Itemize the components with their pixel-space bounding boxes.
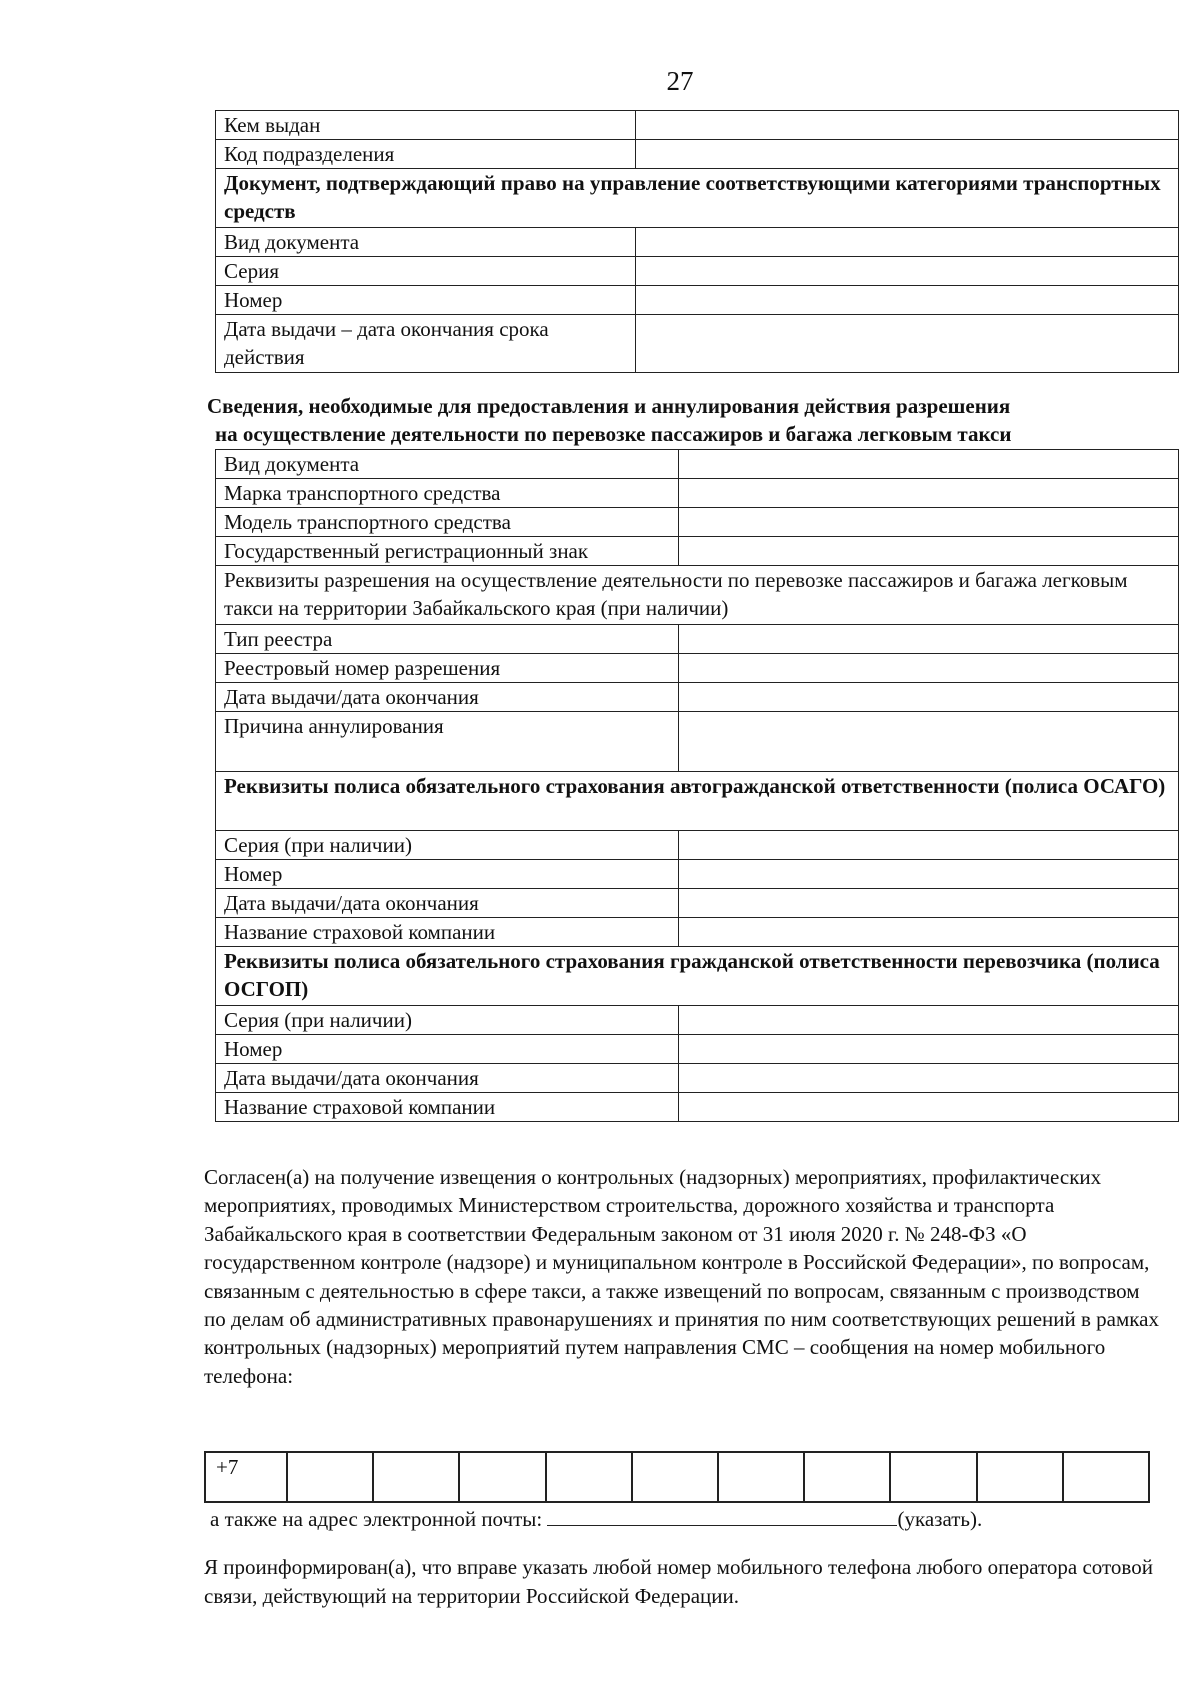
table-row: [216, 889, 1179, 918]
field-value-cell[interactable]: [679, 479, 1179, 508]
field-label: Номер: [216, 860, 679, 889]
table-row: [216, 918, 1179, 947]
field-label: Вид документа: [216, 228, 636, 257]
page-number: 27: [666, 66, 694, 96]
email-blank-field[interactable]: [547, 1505, 897, 1526]
field-value-cell[interactable]: [679, 1093, 1179, 1122]
field-label: Дата выдачи/дата окончания: [216, 1064, 679, 1093]
table-row: [216, 228, 1179, 257]
phone-prefix: +7: [205, 1452, 287, 1502]
field-value-cell[interactable]: [679, 860, 1179, 889]
table-row: [216, 257, 1179, 286]
phone-digit-cell[interactable]: [632, 1452, 718, 1502]
field-value-cell[interactable]: [679, 1064, 1179, 1093]
email-hint: (указать).: [897, 1507, 983, 1531]
permit-requisites-heading: Реквизиты разрешения на осуществление деятельности по перевозке пассажиров и багажа легковым такси на территории Забайкальского края (при наличии): [216, 566, 1179, 625]
field-label: Модель транспортного средства: [216, 508, 679, 537]
field-value-cell[interactable]: [679, 1006, 1179, 1035]
table-row: [216, 286, 1179, 315]
phone-digit-cell[interactable]: [890, 1452, 976, 1502]
table-row: [216, 654, 1179, 683]
table-row: [216, 712, 1179, 772]
license-heading: Документ, подтверждающий право на управление соответствующими категориями транспортных средств: [216, 169, 1179, 228]
email-label: а также на адрес электронной почты:: [210, 1507, 543, 1531]
field-label: Название страховой компании: [216, 1093, 679, 1122]
table-row: [216, 860, 1179, 889]
phone-digit-cell[interactable]: [373, 1452, 459, 1502]
field-label: Тип реестра: [216, 625, 679, 654]
table-row: [216, 315, 1179, 373]
field-value-cell[interactable]: [679, 831, 1179, 860]
field-label: Серия (при наличии): [216, 831, 679, 860]
table-row: [216, 450, 1179, 479]
osgop-heading: Реквизиты полиса обязательного страхования гражданской ответственности перевозчика (полиса ОСГОП): [216, 947, 1179, 1006]
field-value-cell[interactable]: [636, 111, 1179, 140]
table-row: [216, 1006, 1179, 1035]
phone-digit-cell[interactable]: [718, 1452, 804, 1502]
field-label: Дата выдачи/дата окончания: [216, 683, 679, 712]
consent-paragraph: Согласен(а) на получение извещения о контрольных (надзорных) мероприятиях, профилактических мероприятиях, проводимых Министерством строительства, дорожного хозяйства и транспорта Забайкальского края в соответствии Федеральным законом от 31 июля 2020 г. № 248-ФЗ «О государственном контроле (надзоре) и муниципальном контроле в Российской Федерации», по вопросам, связанным с деятельностью в сфере такси, а также извещений по вопросам, связанным с производством по делам об административных правонарушениях и принятия по ним соответствующих решений в рамках контрольных (надзорных) мероприятий путем направления СМС – сообщения на номер мобильного телефона:: [204, 1165, 1159, 1388]
table-row: [216, 1064, 1179, 1093]
permit-heading: [207, 392, 1187, 448]
field-value-cell[interactable]: [679, 918, 1179, 947]
field-value-cell[interactable]: [679, 683, 1179, 712]
phone-digit-cell[interactable]: [804, 1452, 890, 1502]
field-value-cell[interactable]: [679, 654, 1179, 683]
field-value-cell[interactable]: [636, 257, 1179, 286]
table-row: [216, 1093, 1179, 1122]
section-heading-row: [216, 566, 1179, 625]
section-heading-row: [216, 169, 1179, 228]
table-row: [216, 479, 1179, 508]
field-label: Кем выдан: [216, 111, 636, 140]
phone-digit-cell[interactable]: [287, 1452, 373, 1502]
phone-digit-cell[interactable]: [546, 1452, 632, 1502]
field-label: Дата выдачи – дата окончания срока действия: [216, 315, 636, 373]
table-row: [216, 508, 1179, 537]
phone-number-grid: [204, 1451, 1150, 1503]
permit-insurance-table: [215, 449, 1179, 1122]
field-value-cell[interactable]: [679, 889, 1179, 918]
field-label: Причина аннулирования: [216, 712, 679, 772]
field-value-cell[interactable]: [679, 508, 1179, 537]
field-label: Марка транспортного средства: [216, 479, 679, 508]
field-label: Реестровый номер разрешения: [216, 654, 679, 683]
field-value-cell[interactable]: [636, 140, 1179, 169]
phone-digit-cell[interactable]: [977, 1452, 1063, 1502]
email-line: [210, 1505, 982, 1533]
informed-paragraph: Я проинформирован(а), что вправе указать любой номер мобильного телефона любого оператора сотовой связи, действующий на территории Российской Федерации.: [204, 1555, 1153, 1608]
field-value-cell[interactable]: [679, 625, 1179, 654]
phone-digit-cell[interactable]: [1063, 1452, 1149, 1502]
field-label: Дата выдачи/дата окончания: [216, 889, 679, 918]
table-row: [216, 537, 1179, 566]
field-label: Государственный регистрационный знак: [216, 537, 679, 566]
field-label: Вид документа: [216, 450, 679, 479]
table-row: [216, 683, 1179, 712]
field-label: Код подразделения: [216, 140, 636, 169]
field-value-cell[interactable]: [636, 286, 1179, 315]
table-row: [216, 625, 1179, 654]
section-heading-row: [216, 772, 1179, 831]
field-label: Номер: [216, 1035, 679, 1064]
osago-heading: Реквизиты полиса обязательного страхования автогражданской ответственности (полиса ОСАГО): [216, 772, 1179, 831]
field-label: Название страховой компании: [216, 918, 679, 947]
table-row: [216, 111, 1179, 140]
permit-heading-line: Сведения, необходимые для предоставления и аннулирования действия разрешения: [207, 394, 1011, 418]
field-value-cell[interactable]: [679, 450, 1179, 479]
section-heading-row: [216, 947, 1179, 1006]
phone-digit-cell[interactable]: [459, 1452, 545, 1502]
field-value-cell[interactable]: [636, 315, 1179, 373]
table-row: [216, 1035, 1179, 1064]
field-value-cell[interactable]: [679, 712, 1179, 772]
table-row: [216, 140, 1179, 169]
permit-heading-line: на осуществление деятельности по перевозке пассажиров и багажа легковым такси: [215, 422, 1012, 446]
field-label: Серия (при наличии): [216, 1006, 679, 1035]
field-value-cell[interactable]: [679, 537, 1179, 566]
field-label: Номер: [216, 286, 636, 315]
field-value-cell[interactable]: [636, 228, 1179, 257]
field-value-cell[interactable]: [679, 1035, 1179, 1064]
table-row: [216, 831, 1179, 860]
id-license-table: [215, 110, 1179, 373]
field-label: Серия: [216, 257, 636, 286]
